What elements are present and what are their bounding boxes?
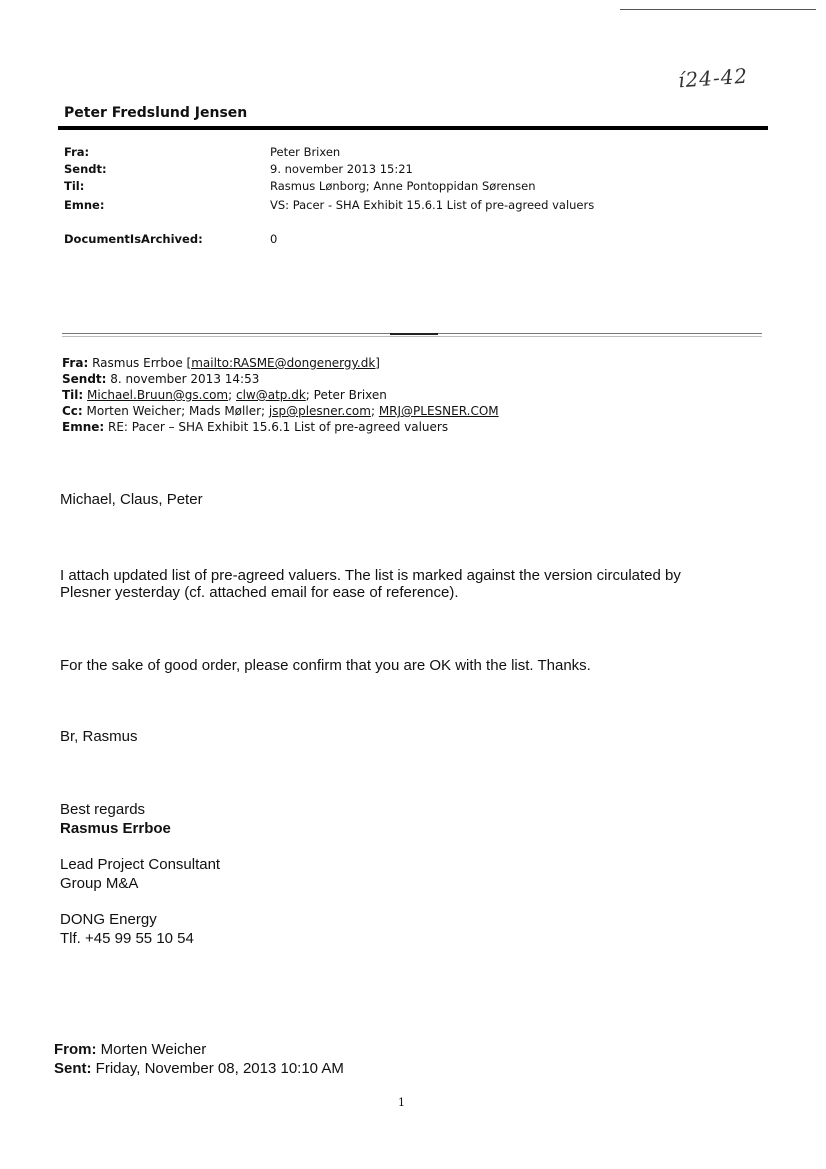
subject-value: VS: Pacer - SHA Exhibit 15.6.1 List of pre-agreed valuers xyxy=(270,198,595,212)
fwd-sent-line xyxy=(62,372,259,386)
fwd-cc-names: Morten Weicher; Mads Møller; xyxy=(86,404,266,418)
signature-company: DONG Energy xyxy=(60,911,157,928)
from-label: Fra: xyxy=(64,145,90,159)
from-value: Peter Brixen xyxy=(270,145,341,159)
page-number: 1 xyxy=(398,1096,405,1109)
fwd-from-mailto-link[interactable]: [mailto:RASME@dongenergy.dk] xyxy=(186,356,380,370)
scan-artifact-line xyxy=(620,9,816,10)
to-value: Rasmus Lønborg; Anne Pontoppidan Sørensen xyxy=(270,179,536,193)
fwd-from-label: Fra: xyxy=(62,356,89,370)
fwd-cc-label: Cc: xyxy=(62,404,83,418)
sent-value: 9. november 2013 15:21 xyxy=(270,162,413,176)
fwd-cc-line: Cc: Morten Weicher; Mads Møller; jsp@plesner.com; MRJ@PLESNER.COM xyxy=(62,404,499,418)
signature-name: Rasmus Errboe xyxy=(60,820,171,837)
fwd-subject-line xyxy=(62,420,448,434)
fwd-from-line xyxy=(62,356,380,370)
fwd-to-line: Til: Michael.Bruun@gs.com; clw@atp.dk; Peter Brixen xyxy=(62,388,387,402)
body-signoff: Br, Rasmus xyxy=(60,728,138,745)
fwd-sent-value: 8. november 2013 14:53 xyxy=(110,372,260,386)
sent-label: Sendt: xyxy=(64,162,107,176)
body-greeting: Michael, Claus, Peter xyxy=(60,491,203,508)
forward-separator-mark xyxy=(390,333,438,335)
header-divider xyxy=(58,126,768,130)
fwd-from-name: Rasmus Errboe xyxy=(92,356,183,370)
body-paragraph-1-line-2: Plesner yesterday (cf. attached email for ease of reference). xyxy=(60,584,459,601)
fwd-to-email-link-1[interactable]: Michael.Bruun@gs.com xyxy=(87,388,229,402)
to-label: Til: xyxy=(64,179,85,193)
quoted-from-label: From: xyxy=(54,1041,97,1058)
forward-separator-shadow xyxy=(62,336,762,337)
quoted-sent-label: Sent: xyxy=(54,1060,92,1077)
fwd-to-email-link-2[interactable]: clw@atp.dk xyxy=(235,388,306,402)
quoted-from-value: Morten Weicher xyxy=(100,1041,207,1058)
archived-value: 0 xyxy=(270,232,278,246)
subject-label: Emne: xyxy=(64,198,105,212)
fwd-to-name: Peter Brixen xyxy=(313,388,387,402)
fwd-cc-email-link-1[interactable]: jsp@plesner.com xyxy=(268,404,371,418)
signature-group: Group M&A xyxy=(60,875,139,892)
signature-regards: Best regards xyxy=(60,801,146,818)
mailbox-owner-name: Peter Fredslund Jensen xyxy=(64,105,248,121)
body-paragraph-1-line-1: I attach updated list of pre-agreed valuers. The list is marked against the version circulated by xyxy=(60,567,681,584)
signature-phone: Tlf. +45 99 55 10 54 xyxy=(60,930,194,947)
fwd-subject-label: Emne: xyxy=(62,420,105,434)
fwd-sent-label: Sendt: xyxy=(62,372,107,386)
body-paragraph-2: For the sake of good order, please confirm that you are OK with the list. Thanks. xyxy=(60,657,591,674)
fwd-subject-value: RE: Pacer – SHA Exhibit 15.6.1 List of pre-agreed valuers xyxy=(108,420,449,434)
fwd-cc-email-link-2[interactable]: MRJ@PLESNER.COM xyxy=(378,404,499,418)
quoted-sent-value: Friday, November 08, 2013 10:10 AM xyxy=(95,1060,344,1077)
signature-title: Lead Project Consultant xyxy=(60,856,221,873)
fwd-to-label: Til: xyxy=(62,388,84,402)
quoted-sent-line xyxy=(54,1060,344,1077)
archived-label: DocumentIsArchived: xyxy=(64,232,203,246)
handwritten-note: í24-42 xyxy=(677,63,749,93)
quoted-from-line xyxy=(54,1041,206,1058)
